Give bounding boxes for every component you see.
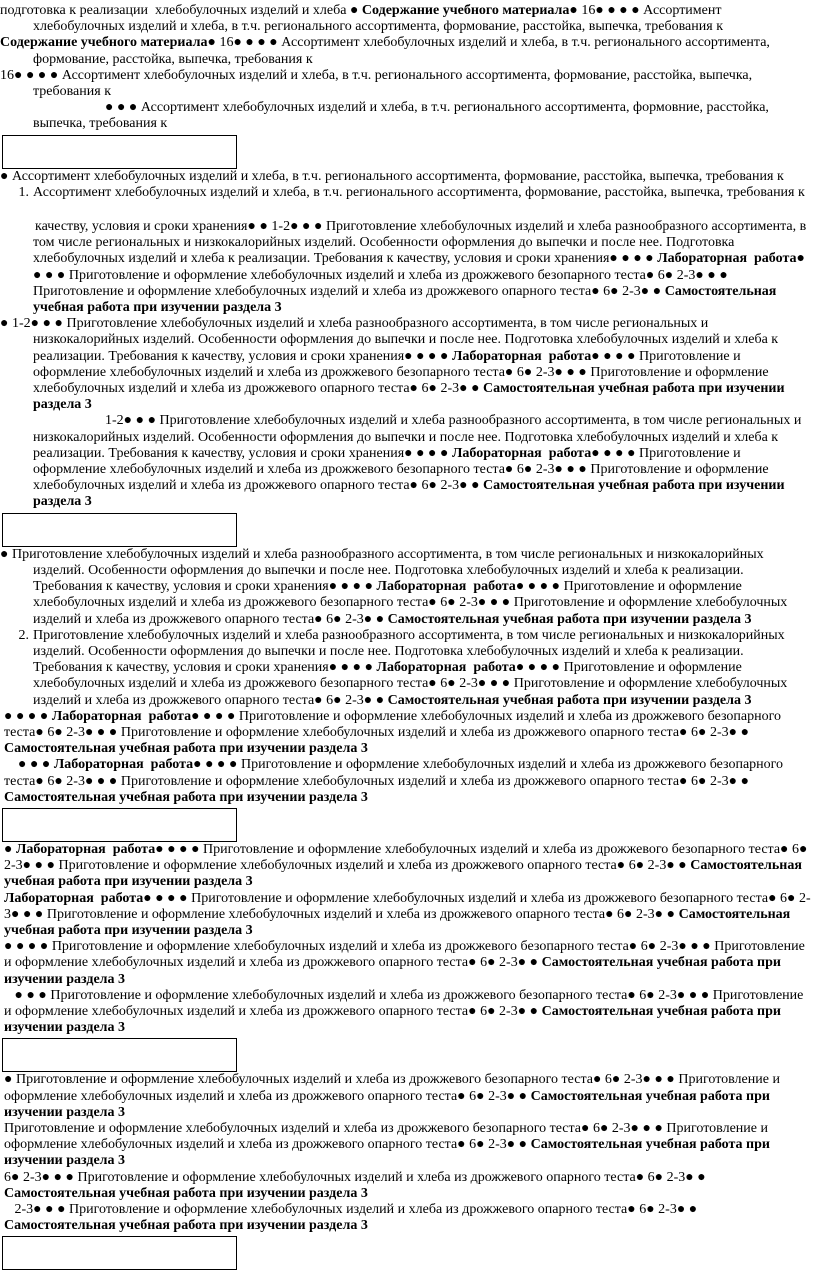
paragraph: [0, 3, 816, 35]
paragraph: [0, 1170, 816, 1202]
paragraph-text: ● ● ● Приготовление и оформление хлебобулочных изделий и хлеба из дрожжевого безопарного теста● 6● 2-3● ● ● Приготовление и оформление хлебобулочных изделий и хлеба из дрожжевого опарного теста● 6● 2-3● ● Самостоятельная учебная работа при изучении раздела 3: [4, 987, 807, 1036]
empty-table-cell: [2, 808, 237, 842]
paragraph-text: 1-2● ● ● Приготовление хлебобулочных изделий и хлеба разнообразного ассортимента, в том числе региональных и низкокалорийных изделий. Особенности оформления до выпечки и после нее. Подготовка хлебобулочных изделий и хлеба к реализации. Требования к качеству, условия и сроки хранения● ● ● ● Лабораторная работа● ● ● ● Приготовление и оформление хлебобулочных изделий и хлеба из дрожжевого безопарного теста● 6● 2-3● ● ● Приготовление и оформление хлебобулочных изделий и хлеба из дрожжевого опарного теста● 6● 2-3● ● Самостоятельная учебная работа при изучении раздела 3: [0, 413, 805, 510]
paragraph-text: 16● ● ● ● Ассортимент хлебобулочных изделий и хлеба, в т.ч. регионального ассортимента, формование, расстойка, выпечка, требования к: [0, 67, 756, 100]
paragraph-text: ● ● ● Лабораторная работа● ● ● ● Приготовление и оформление хлебобулочных изделий и хлеба из дрожжевого безопарного теста● 6● 2-3● ● ● Приготовление и оформление хлебобулочных изделий и хлеба из дрожжевого опарного теста● 6● 2-3● ● Самостоятельная учебная работа при изучении раздела 3: [4, 757, 787, 805]
paragraph: [0, 413, 816, 510]
paragraph: [0, 68, 816, 100]
paragraph: [0, 988, 816, 1037]
paragraph: [0, 1121, 816, 1170]
paragraph: [0, 709, 816, 758]
paragraph-text: ● ● ● ● Приготовление и оформление хлебобулочных изделий и хлеба из дрожжевого безопарного теста● 6● 2-3● ● ● Приготовление и оформление хлебобулочных изделий и хлеба из дрожжевого опарного теста● 6● 2-3● ● Самостоятельная учебная работа при изучении раздела 3: [4, 939, 809, 987]
empty-table-cell: [2, 1236, 237, 1270]
paragraph-text: ● 1-2● ● ● Приготовление хлебобулочных изделий и хлеба разнообразного ассортимента, в том числе региональных и низкокалорийных изделий. Особенности оформления до выпечки и после нее. Подготовка хлебобулочных изделий и хлеба к реализации. Требования к качеству, условия и сроки хранения● ● ● ● Лабораторная работа● ● ● ● Приготовление и оформление хлебобулочных изделий и хлеба из дрожжевого безопарного теста● 6● 2-3● ● ● Приготовление и оформление хлебобулочных изделий и хлеба из дрожжевого опарного теста● 6● 2-3● ● Самостоятельная учебная работа при изучении раздела 3: [0, 316, 789, 413]
paragraph: [0, 316, 816, 413]
paragraph-text: Содержание учебного материала● 16● ● ● ● Ассортимент хлебобулочных изделий и хлеба, в т.ч. регионального ассортимента, формование, расстойка, выпечка, требования к: [0, 35, 774, 67]
paragraph-text: подготовка к реализации хлебобулочных изделий и хлеба ● Содержание учебного материала● 16● ● ● ● Ассортимент хлебобулочных изделий и хлеба, в т.ч. регионального ассортимента, формование, расстойка, выпечка, требования к: [0, 3, 725, 35]
paragraph-text: ● Приготовление хлебобулочных изделий и хлеба разнообразного ассортимента, в том числе региональных и низкокалорийных изделий. Особенности оформления до выпечки и после нее. Подготовка хлебобулочных изделий и хлеба к реализации. Требования к качеству, условия и сроки хранения● ● ● ● Лабораторная работа● ● ● ● Приготовление и оформление хлебобулочных изделий и хлеба из дрожжевого безопарного теста● 6● 2-3● ● ● Приготовление и оформление хлебобулочных изделий и хлеба из дрожжевого опарного теста● 6● 2-3● ● Самостоятельная учебная работа при изучении раздела 3: [0, 546, 791, 627]
numbered-paragraph: [0, 628, 816, 709]
paragraph-text: ● Приготовление и оформление хлебобулочных изделий и хлеба из дрожжевого безопарного теста● 6● 2-3● ● ● Приготовление и оформление хлебобулочных изделий и хлеба из дрожжевого опарного теста● 6● 2-3● ● Самостоятельная учебная работа при изучении раздела 3: [4, 1072, 784, 1120]
paragraph: [0, 547, 816, 628]
paragraph: [0, 219, 816, 316]
paragraph: [0, 1202, 816, 1234]
paragraph-text: ● Лабораторная работа● ● ● ● Приготовление и оформление хлебобулочных изделий и хлеба из дрожжевого безопарного теста● 6● 2-3● ● ● Приготовление и оформление хлебобулочных изделий и хлеба из дрожжевого опарного теста● 6● 2-3● ● Самостоятельная учебная работа при изучении раздела 3: [4, 841, 811, 890]
numbered-paragraph: [0, 185, 816, 201]
paragraph-text: Приготовление и оформление хлебобулочных изделий и хлеба из дрожжевого безопарного теста● 6● 2-3● ● ● Приготовление и оформление хлебобулочных изделий и хлеба из дрожжевого опарного теста● 6● 2-3● ● Самостоятельная учебная работа при изучении раздела 3: [4, 1120, 774, 1169]
empty-table-cell: [2, 135, 237, 169]
paragraph: [0, 169, 816, 185]
list-number: 1.: [18, 184, 29, 200]
paragraph: [0, 100, 816, 132]
spacer: [0, 201, 816, 219]
paragraph: [0, 891, 816, 940]
paragraph-text: ● ● ● Ассортимент хлебобулочных изделий и хлеба, в т.ч. регионального ассортимента, формовние, расстойка, выпечка, требования к: [0, 100, 773, 132]
paragraph: [0, 842, 816, 891]
paragraph: [0, 35, 816, 67]
paragraph: [0, 939, 816, 988]
paragraph-text: Приготовление хлебобулочных изделий и хлеба разнообразного ассортимента, в том числе региональных и низкокалорийных изделий. Особенности оформления до выпечки и после нее. Подготовка хлебобулочных изделий и хлеба к реализации. Требования к качеству, условия и сроки хранения● ● ● ● Лабораторная работа● ● ● ● Приготовление и оформление хлебобулочных изделий и хлеба из дрожжевого безопарного теста● 6● 2-3● ● ● Приготовление и оформление хлебобулочных изделий и хлеба из дрожжевого опарного теста● 6● 2-3● ● Самостоятельная учебная работа при изучении раздела 3: [33, 627, 791, 708]
empty-table-cell: [2, 1038, 237, 1072]
paragraph-text: качеству, условия и сроки хранения● ● 1-2● ● ● Приготовление хлебобулочных изделий и хлеба разнообразного ассортимента, в том числе региональных и низкокалорийных изделий. Особенности оформления до выпечки и после нее. Подготовка хлебобулочных изделий и хлеба к реализации. Требования к качеству, условия и сроки хранения● ● ● ● Лабораторная работа● ● ● ● Приготовление и оформление хлебобулочных изделий и хлеба из дрожжевого безопарного теста● 6● 2-3● ● ● Приготовление и оформление хлебобулочных изделий и хлеба из дрожжевого опарного теста● 6● 2-3● ● Самостоятельная учебная работа при изучении раздела 3: [0, 219, 810, 316]
paragraph-text: Лабораторная работа● ● ● ● Приготовление и оформление хлебобулочных изделий и хлеба из дрожжевого безопарного теста● 6● 2-3● ● ● Приготовление и оформление хлебобулочных изделий и хлеба из дрожжевого опарного теста● 6● 2-3● ● Самостоятельная учебная работа при изучении раздела 3: [4, 890, 811, 938]
paragraph-text: Ассортимент хлебобулочных изделий и хлеба, в т.ч. регионального ассортимента, формование, расстойка, выпечка, требования к: [33, 184, 805, 200]
paragraph-text: 6● 2-3● ● ● Приготовление и оформление хлебобулочных изделий и хлеба из дрожжевого опарного теста● 6● 2-3● ● Самостоятельная учебная работа при изучении раздела 3: [4, 1169, 710, 1201]
empty-table-cell: [2, 513, 237, 547]
paragraph-text: 2-3● ● ● Приготовление и оформление хлебобулочных изделий и хлеба из дрожжевого опарного теста● 6● 2-3● ● Самостоятельная учебная работа при изучении раздела 3: [4, 1202, 701, 1234]
paragraph-text: ● ● ● ● Лабораторная работа● ● ● ● Приготовление и оформление хлебобулочных изделий и хлеба из дрожжевого безопарного теста● 6● 2-3● ● ● Приготовление и оформление хлебобулочных изделий и хлеба из дрожжевого опарного теста● 6● 2-3● ● Самостоятельная учебная работа при изучении раздела 3: [4, 708, 785, 757]
list-number: 2.: [18, 627, 29, 643]
paragraph: [0, 757, 816, 806]
paragraph-text: ● Ассортимент хлебобулочных изделий и хлеба, в т.ч. регионального ассортимента, формование, расстойка, выпечка, требования к: [0, 168, 784, 184]
paragraph: [0, 1072, 816, 1121]
